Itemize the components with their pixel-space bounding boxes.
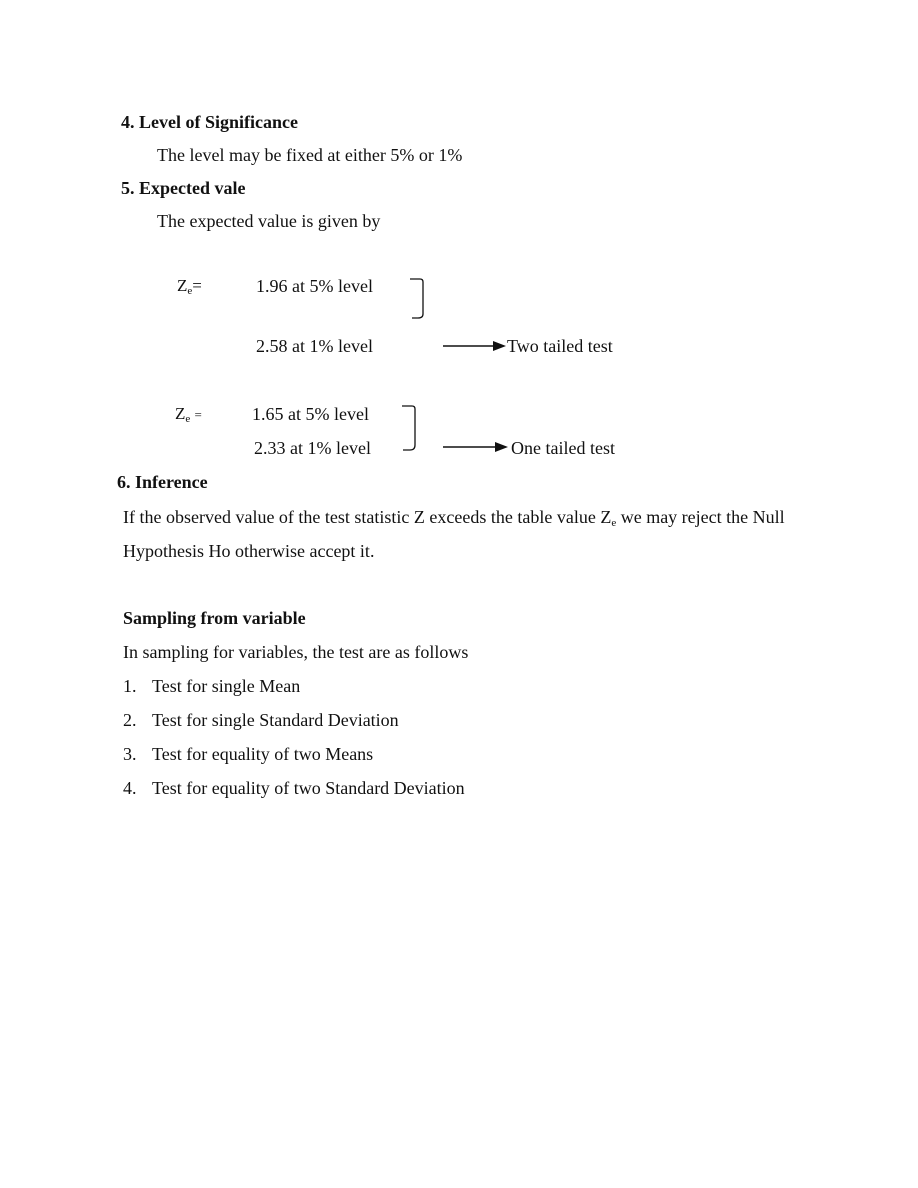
section-5-heading: 5. Expected vale (121, 178, 246, 198)
one-tailed-value-1: 2.33 at 1% level (254, 438, 371, 458)
one-tailed-ze-label: $Z_e$ = (175, 404, 202, 425)
sampling-intro: In sampling for variables, the test are as follows (123, 642, 469, 662)
sampling-heading: Sampling from variable (123, 608, 306, 628)
section-6-heading: 6. Inference (117, 472, 208, 492)
section-5-body: The expected value is given by (157, 211, 381, 231)
two-tailed-label: Two tailed test (507, 336, 613, 356)
section-6-line-2: Hypothesis Ho otherwise accept it. (123, 541, 375, 561)
list-item: 4. Test for equality of two Standard Deviation (123, 778, 465, 798)
section-6-line-1: If the observed value of the test statistic Z exceeds the table value $Z_e$ we may reject the Null (123, 507, 785, 529)
one-tailed-arrow (443, 441, 509, 453)
two-tailed-value-1: 2.58 at 1% level (256, 336, 373, 356)
one-tailed-label: One tailed test (511, 438, 615, 458)
list-item: 1. Test for single Mean (123, 676, 301, 696)
section-4-heading: 4. Level of Significance (121, 112, 298, 132)
one-tailed-bracket (400, 405, 420, 453)
list-item: 3. Test for equality of two Means (123, 744, 374, 764)
two-tailed-arrow (443, 340, 507, 352)
section-4-body: The level may be fixed at either 5% or 1% (157, 145, 463, 165)
list-item: 2. Test for single Standard Deviation (123, 710, 399, 730)
two-tailed-bracket (408, 278, 428, 320)
two-tailed-value-5: 1.96 at 5% level (256, 276, 373, 296)
one-tailed-value-5: 1.65 at 5% level (252, 404, 369, 424)
two-tailed-ze-label: $Z_e=$ (177, 276, 202, 297)
